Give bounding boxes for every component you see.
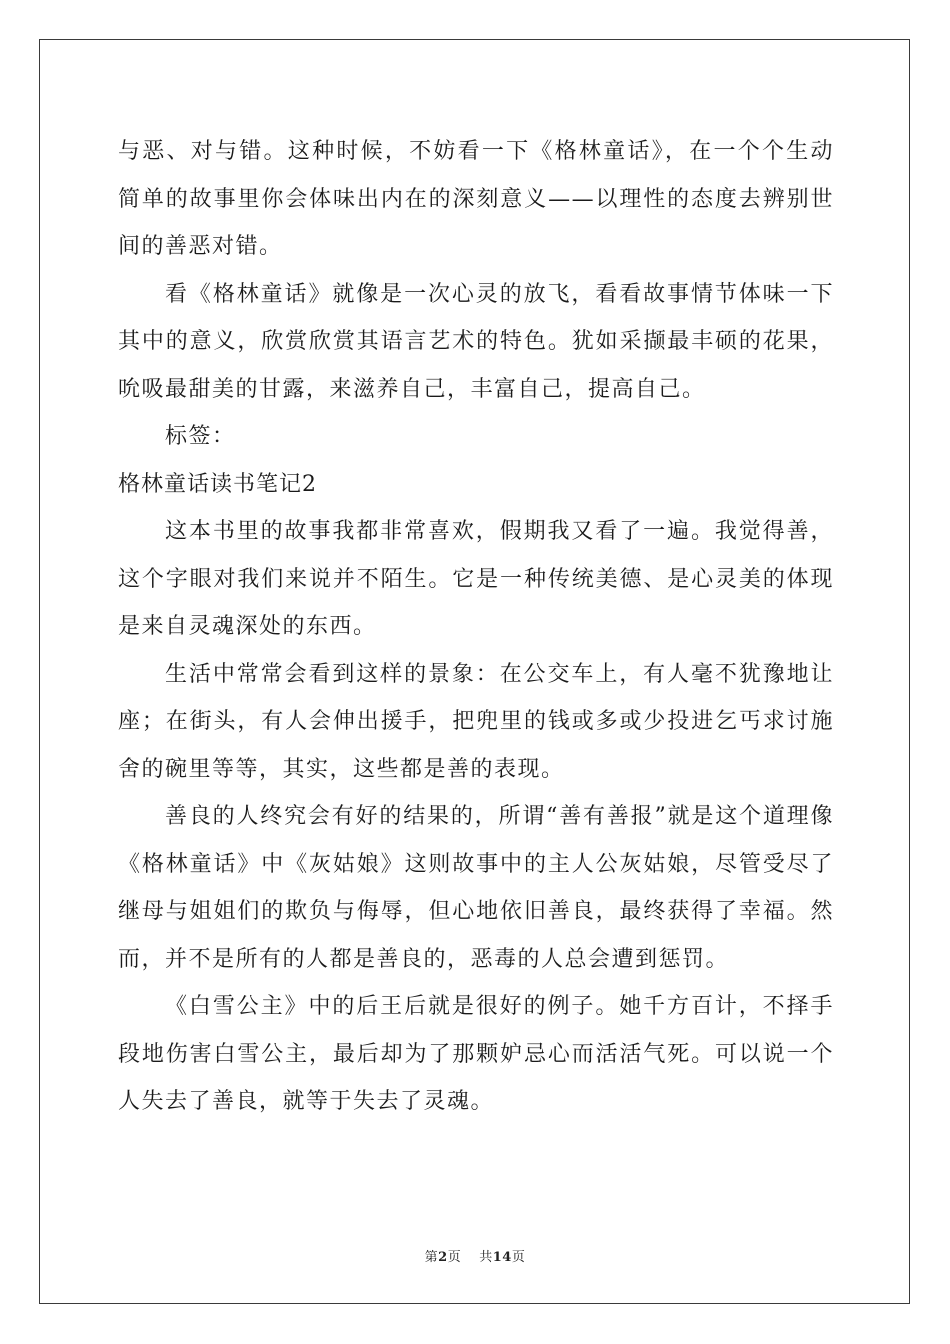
total-pages-indicator: 共14页 <box>479 1250 526 1265</box>
paragraph: 《白雪公主》中的后王后就是很好的例子。她千方百计，不择手段地伤害白雪公主，最后却为了那颗妒忌心而活活气死。可以说一个人失去了善良，就等于失去了灵魂。 <box>118 994 834 1114</box>
paragraph: 善良的人终究会有好的结果的，所谓“善有善报”就是这个道理像《格林童话》中《灰姑娘》这则故事中的主人公灰姑娘，尽管受尽了继母与姐姐们的欺负与侮辱，但心地依旧善良，最终获得了幸福。然而，并不是所有的人都是善良的，恶毒的人总会遭到惩罚。 <box>118 804 834 972</box>
paragraph: 与恶、对与错。这种时候，不妨看一下《格林童话》，在一个个生动简单的故事里你会体味出内在的深刻意义——以理性的态度去辨别世间的善恶对错。 <box>118 139 834 259</box>
tags-label: 标签： <box>165 424 236 449</box>
paragraph: 这本书里的故事我都非常喜欢，假期我又看了一遍。我觉得善，这个字眼对我们来说并不陌生。它是一种传统美德、是心灵美的体现是来自灵魂深处的东西。 <box>118 519 834 639</box>
page-indicator: 第2页 <box>424 1250 462 1265</box>
document-body <box>118 128 834 1126</box>
page-footer <box>0 1246 950 1265</box>
page-number: 2 <box>438 1250 448 1265</box>
total-pages: 14 <box>492 1250 512 1265</box>
paragraph: 生活中常常会看到这样的景象：在公交车上，有人毫不犹豫地让座；在街头，有人会伸出援手，把兜里的钱或多或少投进乞丐求讨施舍的碗里等等，其实，这些都是善的表现。 <box>118 661 834 782</box>
section-heading: 格林童话读书笔记2 <box>118 471 317 497</box>
paragraph: 看《格林童话》就像是一次心灵的放飞，看看故事情节体味一下其中的意义，欣赏欣赏其语言艺术的特色。犹如采撷最丰硕的花果，吮吸最甜美的甘露，来滋养自己，丰富自己，提高自己。 <box>118 281 834 402</box>
